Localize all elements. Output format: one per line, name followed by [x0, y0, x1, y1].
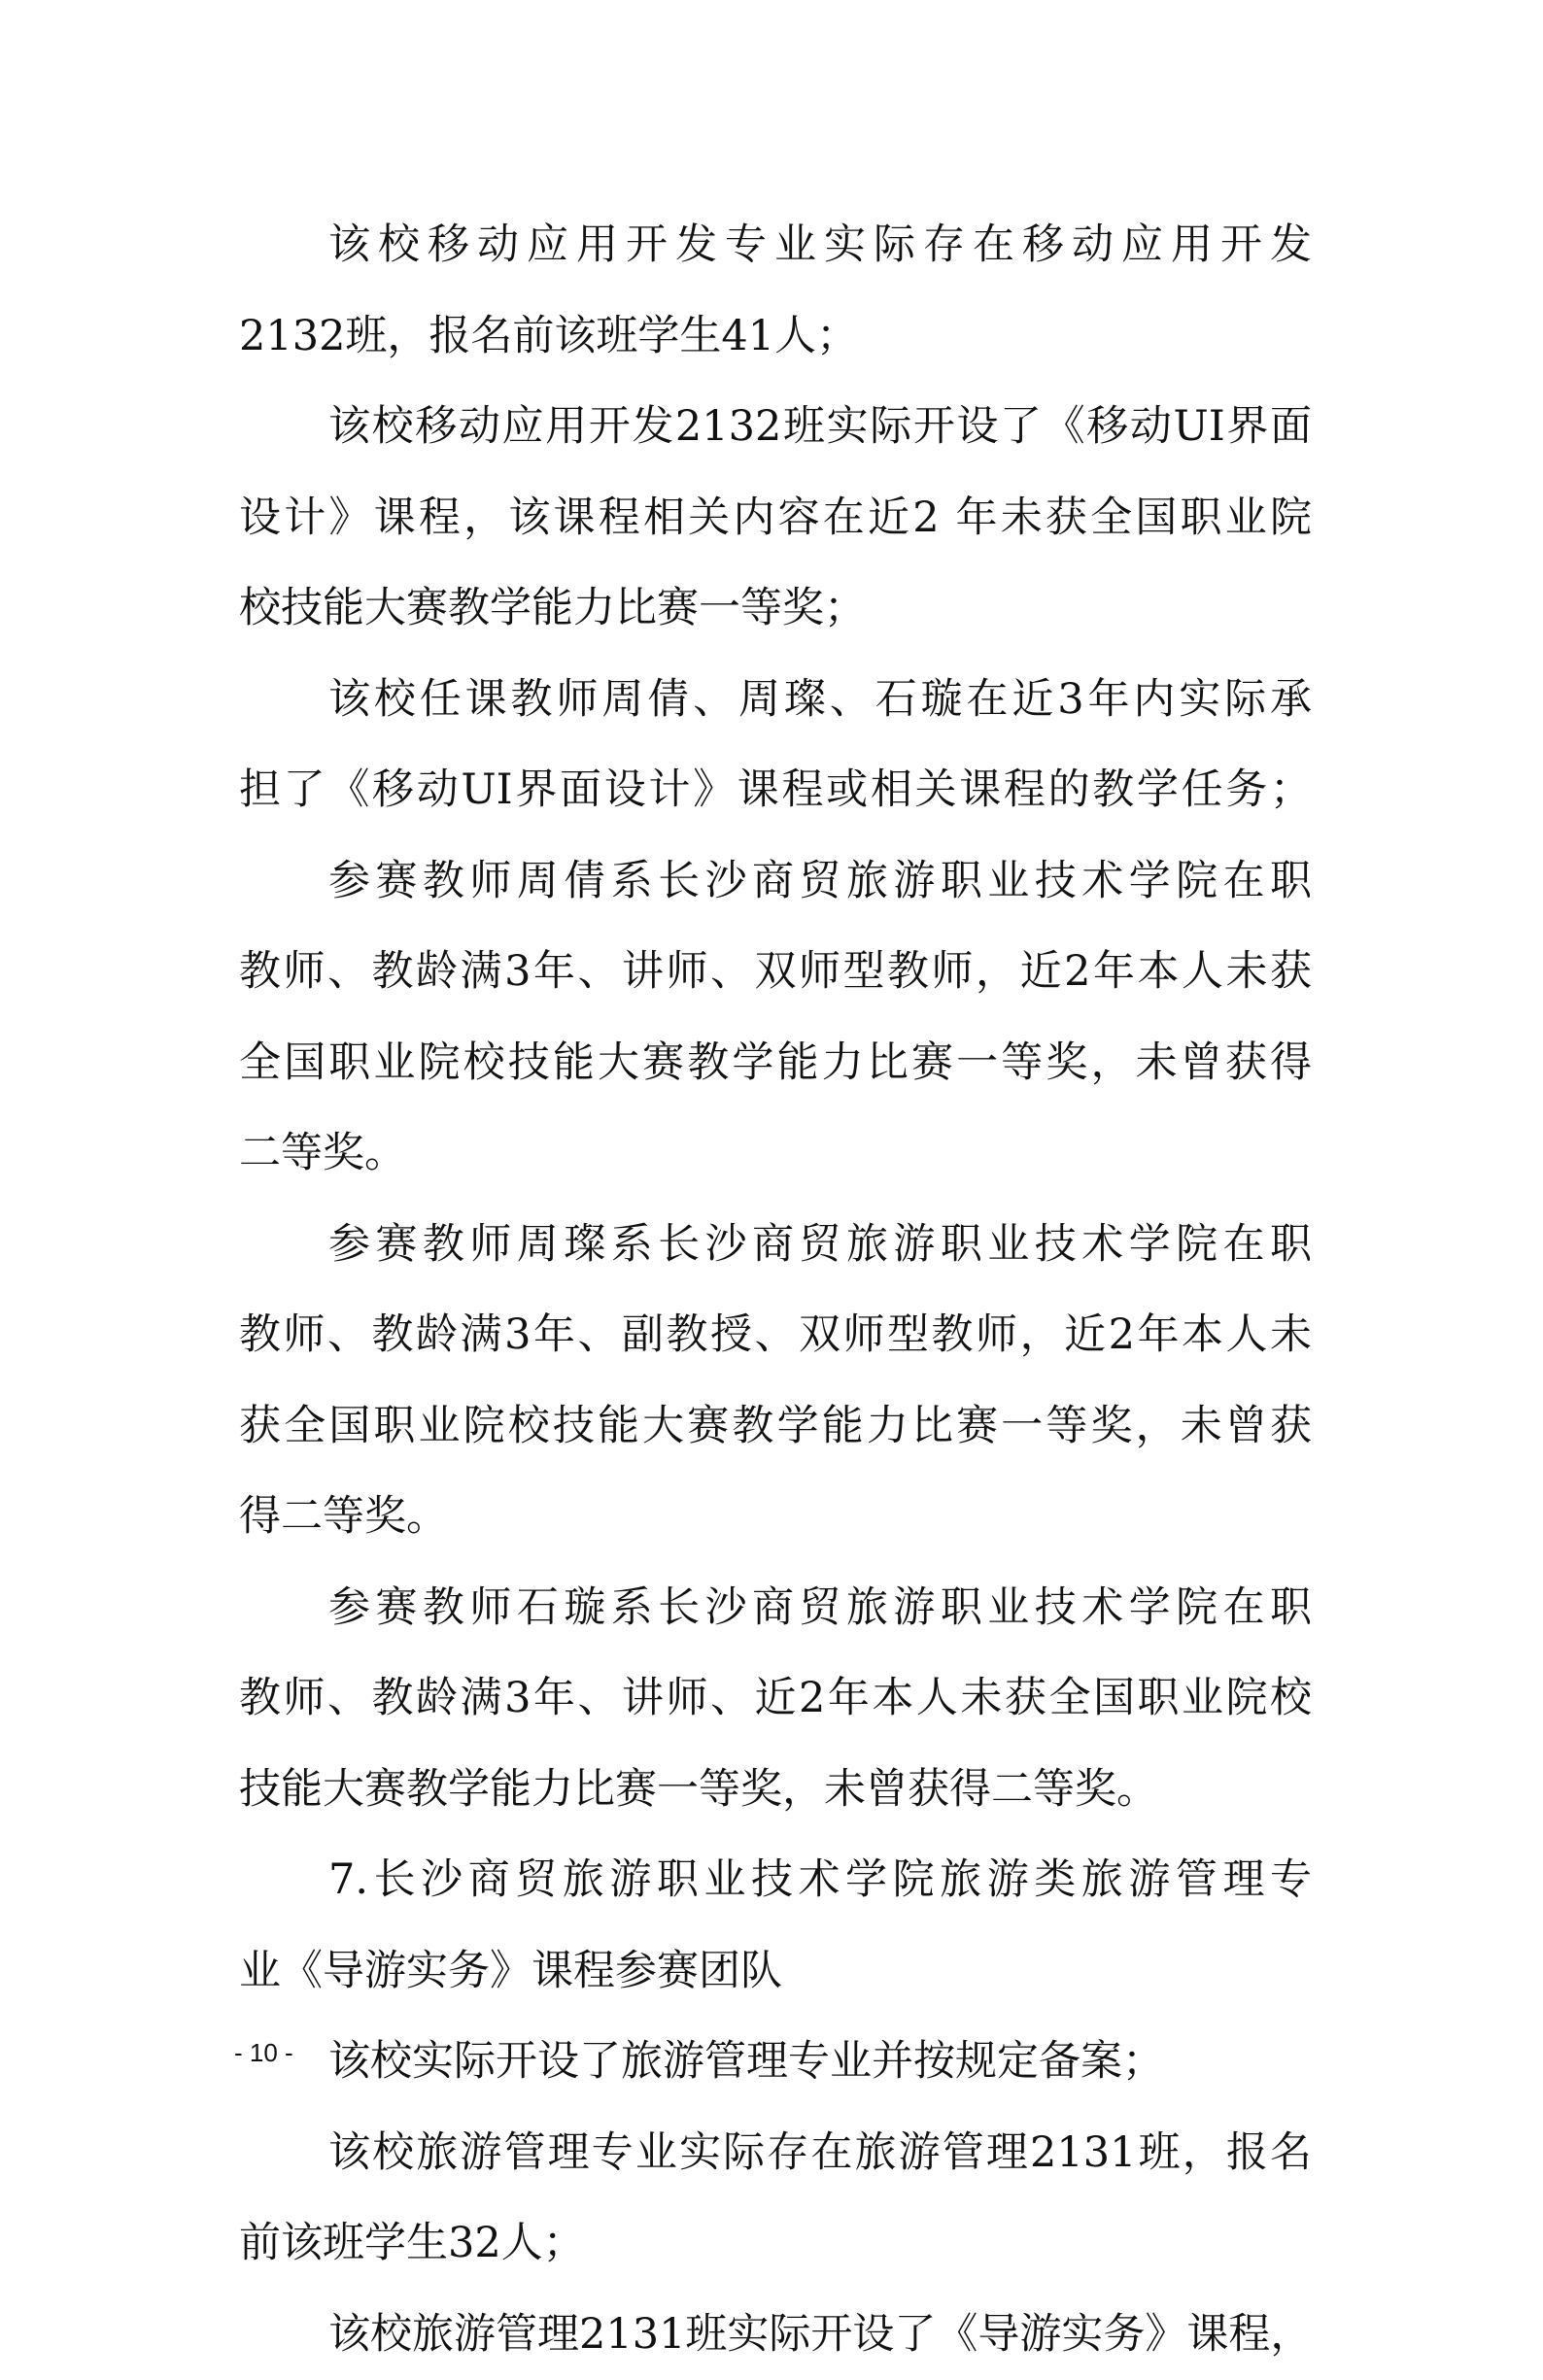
- paragraph-line: 该校实际开设了旅游管理专业并按规定备案；: [239, 2017, 1312, 2108]
- section-heading-line: 业《导游实务》课程参赛团队: [239, 1926, 1312, 2018]
- paragraph-line: 二等奖。: [239, 1108, 1312, 1200]
- paragraph-line: 校技能大赛教学能力比赛一等奖；: [239, 563, 1312, 655]
- paragraph-line: 设计》课程，该课程相关内容在近2 年未获全国职业院: [239, 473, 1312, 564]
- document-body: [239, 200, 1312, 2380]
- paragraph-line: 参赛教师周倩系长沙商贸旅游职业技术学院在职: [239, 836, 1312, 928]
- paragraph-line: 该校旅游管理2131班实际开设了《导游实务》课程，: [239, 2290, 1312, 2380]
- paragraph-line: 教师、教龄满3年、副教授、双师型教师，近2年本人未: [239, 1290, 1312, 1381]
- paragraph-line: 参赛教师周璨系长沙商贸旅游职业技术学院在职: [239, 1200, 1312, 1291]
- paragraph-line: 该校任课教师周倩、周璨、石璇在近3年内实际承: [239, 655, 1312, 746]
- paragraph-line: 该校移动应用开发专业实际存在移动应用开发: [239, 200, 1312, 291]
- paragraph-line: 2132班，报名前该班学生41人；: [239, 291, 1312, 383]
- paragraph-line: 该校旅游管理专业实际存在旅游管理2131班，报名: [239, 2108, 1312, 2199]
- page-number: - 10 -: [234, 2038, 293, 2067]
- paragraph-line: 教师、教龄满3年、讲师、双师型教师，近2年本人未获: [239, 927, 1312, 1018]
- paragraph-line: 技能大赛教学能力比赛一等奖，未曾获得二等奖。: [239, 1745, 1312, 1836]
- paragraph-line: 教师、教龄满3年、讲师、近2年本人未获全国职业院校: [239, 1653, 1312, 1745]
- paragraph-line: 担了《移动UI界面设计》课程或相关课程的教学任务；: [239, 745, 1312, 836]
- paragraph-line: 参赛教师石璇系长沙商贸旅游职业技术学院在职: [239, 1563, 1312, 1654]
- paragraph-line: 得二等奖。: [239, 1472, 1312, 1563]
- paragraph-line: 获全国职业院校技能大赛教学能力比赛一等奖，未曾获: [239, 1381, 1312, 1473]
- paragraph-line: 前该班学生32人；: [239, 2198, 1312, 2290]
- paragraph-line: 该校移动应用开发2132班实际开设了《移动UI界面: [239, 382, 1312, 473]
- paragraph-line: 全国职业院校技能大赛教学能力比赛一等奖，未曾获得: [239, 1018, 1312, 1109]
- section-heading-line: 7.长沙商贸旅游职业技术学院旅游类旅游管理专: [239, 1835, 1312, 1926]
